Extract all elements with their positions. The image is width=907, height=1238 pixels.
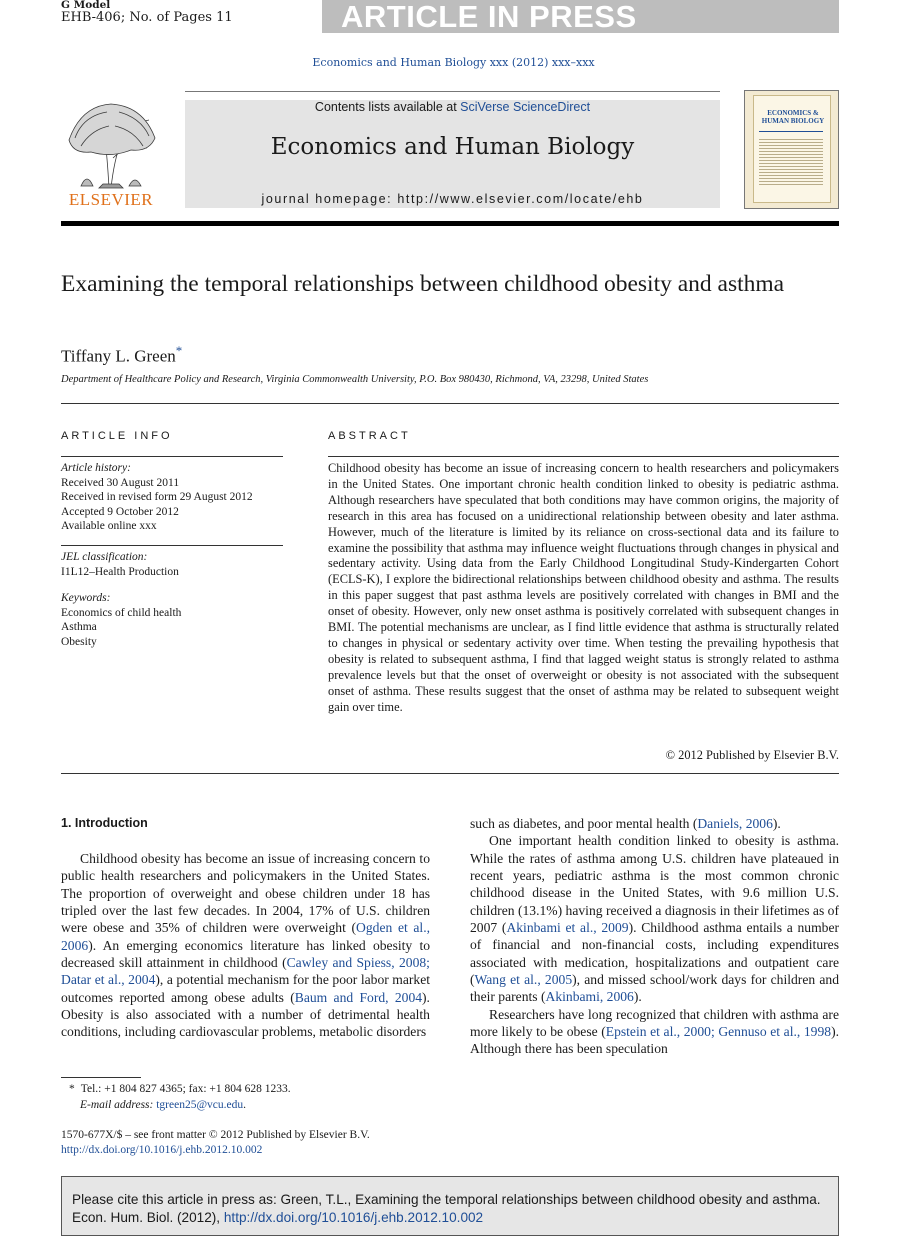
text-run: has	[306, 937, 325, 953]
text-run: such	[470, 816, 495, 831]
text-run: obese	[93, 920, 125, 936]
text-run: a	[166, 972, 173, 988]
citation-link[interactable]: Ogden	[356, 920, 393, 936]
text-run: researchers	[140, 868, 202, 884]
divider	[61, 773, 839, 774]
text-run: detrimental	[327, 1007, 390, 1023]
text-run: were	[61, 920, 88, 936]
citation-link[interactable]: 2006	[745, 816, 773, 831]
footnote-email-line	[61, 1098, 291, 1114]
text-run: health	[656, 816, 690, 831]
history-item: Received in revised form 29 August 2012	[61, 491, 253, 503]
header-top-line	[185, 91, 720, 92]
text-run: the	[131, 903, 149, 919]
text-run	[211, 1007, 218, 1022]
text-run: In	[255, 903, 268, 919]
citation-link[interactable]: Cawley	[286, 955, 329, 971]
paragraph	[61, 850, 430, 1041]
contents-line	[185, 100, 720, 114]
journal-homepage[interactable]: journal homepage: http://www.elsevier.com/locate/ehb	[261, 192, 644, 206]
text-run: Researchers have long recognized that children with asthma are more likely to be obese (	[470, 1006, 839, 1040]
citation-link[interactable]: Epstein et al., 2000; Gennuso et al., 1998	[605, 1024, 832, 1040]
article-info-rule	[61, 545, 283, 546]
abstract-text: Childhood obesity has become an issue of increasing concern to health researchers and policymakers in the United States. One important chronic health condition linked to obesity is pediatric asthma. Although researchers have speculated that both conditions may have common origins, the majority of research in this area has focused on a unidirectional relationship between obesity and later asthma. However, much of the literature is limited by its reliance on cross-sectional data and its failure to examine the possibility that asthma may influence weight fluctuations through changes in physical and sedentary activity. Using data from the Early Childhood Longitudinal Study-Kindergarten Cohort (ECLS-K), I explore the bidirectional relationships between childhood obesity and asthma. The results in this paper suggest that past asthma levels are positively correlated with changes in BMI and the onset of obesity. However, only new onset asthma is positively correlated with subsequent changes in BMI. The potential mechanisms are unclear, as I find little evidence that asthma is structurally related to changes in physical or sedentary activity over time. When testing the prevailing hypothesis that obesity is related to subsequent asthma, I find that lagged weight status is strongly related to asthma prevalence levels but that the onset of overweight or obesity is not associated with the subsequent onset of asthma. These results suggest that the onset of asthma may be related to subsequent weight gain over time.	[328, 461, 839, 714]
text-run: obesity	[372, 937, 413, 953]
footnote-mark: *	[69, 1083, 75, 1095]
text-run	[146, 886, 153, 901]
text-run: (	[692, 816, 698, 831]
text-run: mental	[615, 816, 653, 831]
email-link[interactable]: tgreen25@vcu.edu	[156, 1098, 244, 1111]
text-run: decreased	[61, 955, 115, 971]
text-run: metabolic	[319, 1024, 373, 1040]
email-end: .	[243, 1098, 247, 1111]
text-run	[405, 886, 412, 901]
text-run: outcomes	[61, 989, 114, 1005]
text-run: last	[153, 903, 173, 919]
text-run: potential	[176, 972, 224, 988]
citation-link[interactable]: 2006	[61, 937, 89, 953]
author-footnote-mark[interactable]: *	[175, 343, 183, 358]
doi-link[interactable]: http://dx.doi.org/10.1016/j.ehb.2012.10.002	[61, 1144, 263, 1156]
text-run: the	[328, 868, 346, 884]
text-run: increasing	[313, 851, 370, 866]
text-run: United	[351, 868, 389, 884]
text-run: disorders	[376, 1024, 427, 1040]
citation-link[interactable]: and	[332, 955, 353, 971]
text-run: associated	[154, 1007, 211, 1023]
citation-link[interactable]: Spiess,	[356, 955, 395, 971]
text-run: few	[178, 903, 199, 919]
text-run: ). Although there has been speculation	[470, 1024, 839, 1057]
keyword: Asthma	[61, 621, 97, 633]
text-run	[390, 1007, 397, 1022]
author-line	[61, 343, 182, 367]
text-run: cardiovascular	[179, 1024, 259, 1040]
text-run: health	[396, 1007, 430, 1023]
paragraph	[470, 832, 839, 1005]
citation-link[interactable]: 2004	[394, 989, 423, 1005]
text-run	[82, 886, 89, 901]
text-run: ).	[422, 989, 430, 1005]
text-run: ).	[633, 989, 642, 1005]
text-run: and	[238, 885, 259, 901]
text-run: of	[309, 1007, 322, 1023]
text-run: diabetes,	[513, 816, 561, 831]
article-in-press-banner: ARTICLE IN PRESS	[322, 0, 839, 33]
text-run	[242, 1007, 249, 1022]
text-run	[148, 1007, 155, 1022]
cover-rule	[759, 131, 823, 132]
text-run: under	[353, 885, 385, 901]
text-run	[347, 886, 354, 901]
journal-header-box	[185, 100, 720, 208]
text-run	[303, 1007, 310, 1022]
text-run: labor	[360, 972, 389, 988]
jel-classification	[61, 550, 179, 579]
text-run: issue	[267, 851, 295, 866]
text-run: and	[129, 920, 150, 936]
text-run: has	[183, 851, 202, 866]
text-run: of	[339, 903, 351, 919]
manuscript-id: EHB-406; No. of Pages 11	[61, 10, 233, 25]
keywords-label: Keywords:	[61, 592, 111, 604]
text-run: children	[302, 885, 348, 901]
body-column-left	[61, 850, 430, 1041]
text-run: obesity	[140, 851, 181, 866]
text-run: of	[185, 920, 197, 936]
history-item: Received 30 August 2011	[61, 476, 180, 489]
text-run	[321, 1007, 328, 1022]
text-run: policymakers	[232, 868, 307, 884]
citation-link[interactable]: Akinbami et al., 2009	[506, 920, 629, 936]
paragraph	[470, 1006, 839, 1058]
divider	[61, 403, 839, 404]
footnote-phone: Tel.: +1 804 827 4365; fax: +1 804 628 1233.	[80, 1083, 291, 1095]
text-run: decades.	[203, 903, 251, 919]
citation-link[interactable]: al.,	[108, 972, 125, 988]
text-run: and	[564, 816, 585, 831]
text-run: to	[419, 937, 431, 953]
text-run: skill	[118, 955, 143, 971]
text-run: ). Childhood asthma entails a number of financial and non-financial costs, including expenditures associated with medication, hospitalizations and outpatient care (	[470, 920, 840, 988]
text-run: economics	[184, 937, 243, 953]
text-run: and	[207, 868, 227, 884]
history-item: Available online xxx	[61, 520, 157, 532]
text-run: proportion	[88, 885, 147, 901]
abstract-rule	[328, 456, 839, 457]
text-run: reported	[119, 989, 165, 1005]
text-run: market	[392, 972, 431, 988]
history-label: Article history:	[61, 462, 131, 474]
text-run: (	[290, 989, 295, 1005]
footnote-rule	[61, 1077, 141, 1078]
cover-title: ECONOMICS & HUMAN BIOLOGY	[761, 109, 825, 125]
text-run: of	[298, 851, 310, 866]
body-column-right	[470, 815, 839, 1058]
citation-link[interactable]: al.,	[413, 920, 430, 936]
citation-link[interactable]: Baum	[294, 989, 328, 1005]
text-run: including	[124, 1024, 176, 1040]
citation-link[interactable]: Datar	[61, 972, 92, 988]
text-run: obese	[265, 885, 297, 901]
citation-link[interactable]: Wang et al., 2005	[474, 972, 573, 988]
text-run: (	[351, 920, 357, 936]
text-run: in	[312, 868, 323, 884]
text-run: for	[292, 972, 309, 988]
text-run: conditions,	[61, 1024, 122, 1040]
text-run	[232, 886, 239, 901]
text-run: with	[217, 1007, 242, 1023]
text-run: ), and missed school/work days for children and their parents (	[470, 972, 839, 1005]
citation-link[interactable]: et	[94, 972, 105, 988]
citation-link[interactable]: et	[397, 920, 408, 936]
author-name[interactable]: Tiffany L. Green	[61, 346, 176, 366]
journal-cover[interactable]	[744, 90, 839, 209]
text-run: (	[282, 955, 287, 971]
text-run: obese	[214, 989, 246, 1005]
paragraph-continued	[470, 815, 839, 832]
citation-doi-link[interactable]: http://dx.doi.org/10.1016/j.ehb.2012.10.002	[223, 1210, 484, 1225]
text-run: number	[261, 1007, 303, 1023]
text-run: in	[208, 955, 220, 971]
citation-link[interactable]: and	[333, 989, 354, 1005]
article-info-heading: ARTICLE INFO	[61, 430, 173, 442]
text-run: Obesity	[61, 1007, 104, 1023]
article-info-rule	[61, 456, 283, 457]
text-run: tripled	[61, 903, 97, 919]
author-affiliation: Department of Healthcare Policy and Research, Virginia Commonwealth University, P.O. Box 980430, Richmond, VA, 23298, United States	[61, 374, 649, 385]
citation-box	[61, 1176, 839, 1236]
text-run: attainment	[146, 955, 205, 971]
contents-prefix: Contents lists available at	[314, 100, 461, 114]
issn-line: 1570-677X/$ – see front matter © 2012 Published by Elsevier B.V.	[61, 1129, 370, 1141]
abstract-copyright: © 2012 Published by Elsevier B.V.	[665, 748, 839, 762]
text-run: The	[61, 885, 83, 901]
text-run: ).	[88, 937, 97, 953]
text-run: emerging	[126, 937, 178, 953]
text-run: One important health condition linked to obesity is asthma. While the rates of asthma among U.S. children have plateaued in recent years, pediatric asthma is the most common chronic childhood disease in the United States, with 9.6 million U.S. children (13.1%) having received a diagnosis in their lifetimes as of 2007 (	[470, 833, 839, 936]
text-run: 2004,	[272, 903, 304, 919]
text-run: the	[312, 972, 329, 988]
citation-text: Please cite this article in press as: Green, T.L., Examining the temporal relationships between childhood obesity and asthma. Econ. Hum. Biol. (2012),	[72, 1192, 821, 1225]
text-run: problems,	[261, 1024, 316, 1040]
text-run: children	[385, 903, 431, 919]
journal-reference[interactable]: Economics and Human Biology xxx (2012) xxx–xxx	[312, 56, 595, 69]
text-run: an	[251, 851, 265, 866]
text-run: ),	[155, 972, 164, 988]
article-history	[61, 461, 253, 534]
text-run: concern	[372, 851, 416, 866]
abstract-heading: ABSTRACT	[328, 430, 411, 442]
text-run: poor	[332, 972, 358, 988]
text-run: ).	[772, 816, 781, 831]
text-run: U.S.	[355, 903, 381, 919]
text-run	[178, 938, 185, 953]
article-title: Examining the temporal relationships between childhood obesity and asthma	[61, 271, 785, 297]
elsevier-wordmark: ELSEVIER	[68, 190, 154, 209]
text-run: mechanism	[227, 972, 290, 988]
text-run: poor	[587, 816, 613, 831]
text-run: children	[202, 920, 248, 936]
text-run: literature	[250, 937, 300, 953]
text-run: has	[411, 885, 431, 901]
text-run	[385, 886, 392, 901]
sciencedirect-link[interactable]: SciVerse ScienceDirect	[460, 100, 591, 114]
text-run: as	[498, 816, 510, 831]
text-run: to	[419, 851, 430, 866]
text-run: were	[252, 920, 280, 936]
text-run: 17%	[308, 903, 334, 919]
gmodel-label: G Model	[61, 0, 111, 11]
text-run: health	[100, 868, 135, 884]
text-run	[296, 886, 303, 901]
elsevier-logo[interactable]	[61, 100, 161, 210]
text-run	[366, 938, 373, 953]
text-run: public	[61, 868, 95, 884]
citation-link[interactable]: Ford,	[359, 989, 389, 1005]
jel-code: I1L12–Health Production	[61, 565, 179, 578]
text-run: of	[152, 885, 165, 901]
text-run: also	[126, 1007, 148, 1023]
cover-contents-lines	[759, 137, 823, 187]
text-run: States.	[394, 868, 431, 884]
citation-link[interactable]: 2008;	[398, 955, 430, 971]
email-label: E-mail address:	[80, 1098, 157, 1111]
journal-title: Economics and Human Biology	[270, 134, 635, 160]
section-heading: 1. Introduction	[61, 816, 148, 830]
keywords	[61, 591, 181, 649]
text-run: become	[205, 851, 248, 866]
citation-link[interactable]: Daniels,	[697, 816, 743, 831]
text-run: Childhood	[80, 851, 138, 866]
jel-label: JEL classification:	[61, 551, 148, 563]
keyword: Obesity	[61, 635, 97, 648]
text-run: adults	[251, 989, 284, 1005]
text-run: childhood	[223, 955, 278, 971]
text-run	[164, 886, 171, 901]
text-run: 18	[391, 885, 406, 901]
text-run: a	[248, 1007, 255, 1023]
text-run	[325, 938, 332, 953]
text-run: is	[110, 1007, 120, 1023]
text-run: An	[102, 937, 120, 953]
footnote-contact	[61, 1082, 291, 1098]
text-run: overweight	[170, 885, 233, 901]
citation-link[interactable]: 2004	[128, 972, 156, 988]
text-run: 35%	[154, 920, 180, 936]
author-footnote	[61, 1082, 291, 1113]
text-run: among	[170, 989, 208, 1005]
citation-link[interactable]: Akinbami, 2006	[545, 989, 634, 1005]
history-item: Accepted 9 October 2012	[61, 505, 179, 518]
issn-block	[61, 1128, 370, 1158]
text-run: over	[101, 903, 127, 919]
text-run: linked	[331, 937, 366, 953]
keyword: Economics of child health	[61, 606, 182, 619]
text-run: overweight	[284, 920, 346, 936]
header-rule	[61, 221, 839, 226]
